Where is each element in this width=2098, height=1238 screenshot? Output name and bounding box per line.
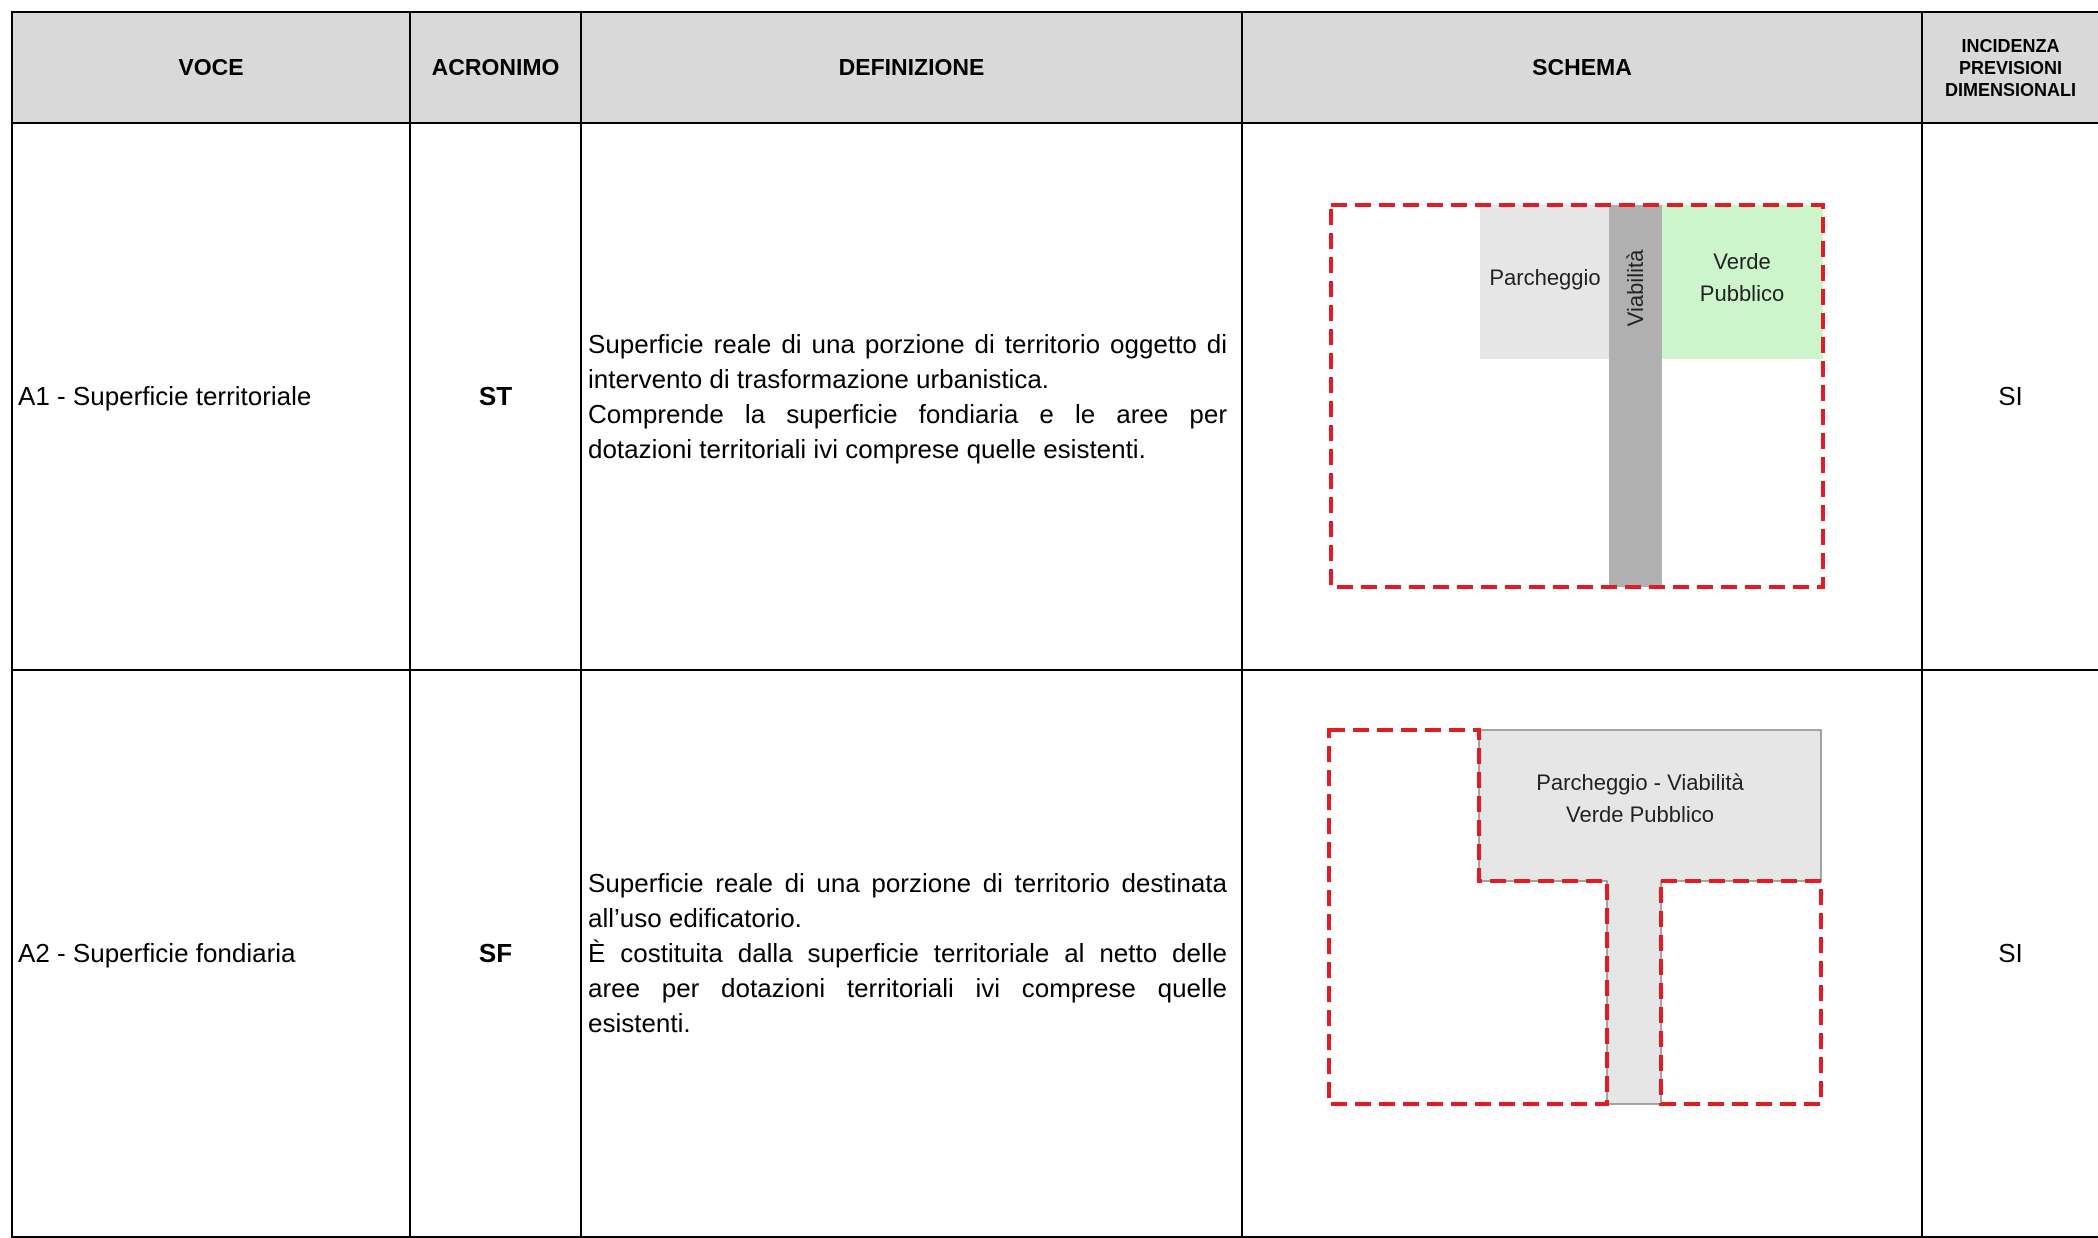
lot-boundary-right [1661, 881, 1821, 1104]
header-incidenza-line: DIMENSIONALI [1944, 79, 2076, 100]
dotazioni-label-line2: Verde Pubblico [1566, 802, 1714, 827]
table-row [12, 670, 2098, 1237]
schema-fondiaria-diagram [1243, 671, 1921, 1231]
schema-territoriale-diagram [1243, 124, 1921, 664]
header-definizione: DEFINIZIONE [581, 12, 1242, 123]
definizione-paragraph: Superficie reale di una porzione di territorio destinata all’uso edificatorio. [588, 868, 1227, 933]
definizione-cell [581, 670, 1242, 1237]
header-incidenza-line: PREVISIONI [1958, 57, 2063, 78]
pubblico-label: Pubblico [1699, 281, 1785, 306]
table-row [12, 123, 2098, 670]
viabilita-label: Viabilità [1623, 249, 1648, 327]
header-incidenza-line: INCIDENZA [1961, 35, 2060, 56]
acronimo-cell: ST [410, 123, 581, 670]
definizione-paragraph: Superficie reale di una porzione di territorio oggetto di intervento di trasformazione urbanistica. [588, 328, 1227, 394]
definitions-table [11, 11, 2098, 1238]
header-acronimo: ACRONIMO [410, 12, 581, 123]
parcheggio-label: Parcheggio [1489, 265, 1601, 290]
header-row [12, 12, 2098, 123]
schema-cell [1242, 670, 1922, 1237]
definizione-paragraph: È costituita dalla superficie territoriale al netto delle aree per dotazioni territoriali ivi comprese quelle esistenti. [588, 938, 1227, 1038]
incidenza-cell: SI [1922, 670, 2098, 1237]
verde-label: Verde [1713, 249, 1771, 274]
definizione-paragraph: Comprende la superficie fondiaria e le aree per dotazioni territoriali ivi comprese quelle esistenti. [588, 398, 1227, 464]
definizione-cell [581, 123, 1242, 670]
acronimo-cell: SF [410, 670, 581, 1237]
header-schema: SCHEMA [1242, 12, 1922, 123]
voce-cell: A2 - Superficie fondiaria [12, 670, 410, 1237]
voce-cell: A1 - Superficie territoriale [12, 123, 410, 670]
header-incidenza [1922, 12, 2098, 123]
dotazioni-label-line1: Parcheggio - Viabilità [1536, 770, 1744, 795]
incidenza-cell: SI [1922, 123, 2098, 670]
header-voce: VOCE [12, 12, 410, 123]
schema-cell [1242, 123, 1922, 670]
